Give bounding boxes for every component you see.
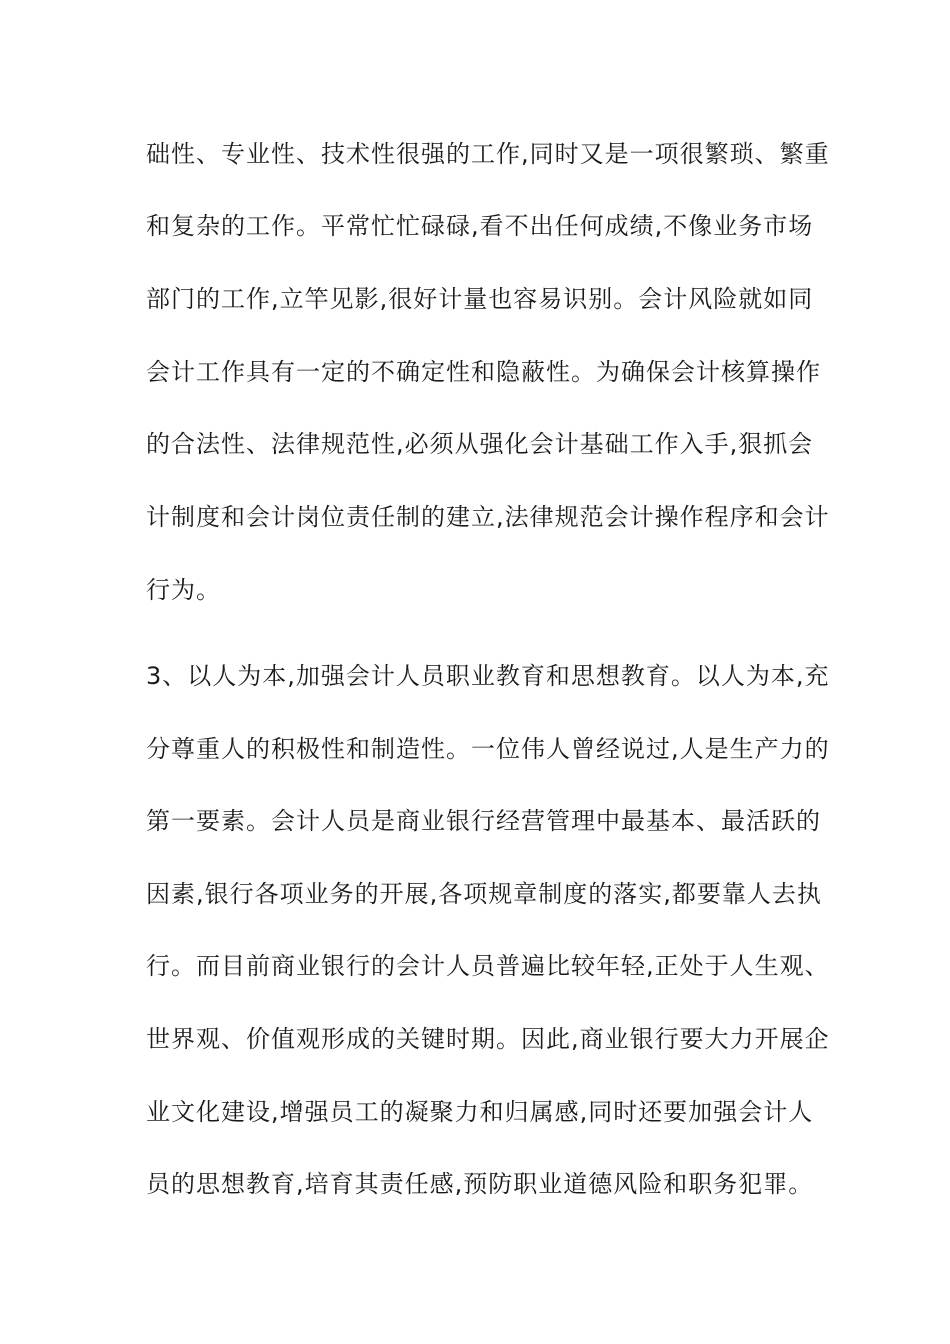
text-line: 世界观、价值观形成的关键时期。因此,商业银行要大力开展企 (146, 1025, 830, 1053)
text-line: 员的思想教育,培育其责任感,预防职业道德风险和职务犯罪。 (146, 1170, 814, 1198)
text-line: 第一要素。会计人员是商业银行经营管理中最基本、最活跃的 (146, 807, 821, 835)
text-line: 业文化建设,增强员工的凝聚力和归属感,同时还要加强会计人 (146, 1098, 814, 1126)
text-line: 计制度和会计岗位责任制的建立,法律规范会计操作程序和会计 (146, 503, 830, 531)
text-line: 行为。 (146, 576, 221, 604)
text-line: 的合法性、法律规范性,必须从强化会计基础工作入手,狠抓会 (146, 430, 814, 458)
text-line: 础性、专业性、技术性很强的工作,同时又是一项很繁琐、繁重 (146, 140, 830, 168)
text-line: 部门的工作,立竿见影,很好计量也容易识别。会计风险就如同 (146, 285, 814, 313)
text-line: 分尊重人的积极性和制造性。一位伟人曾经说过,人是生产力的 (146, 735, 830, 763)
text-line: 因素,银行各项业务的开展,各项规章制度的落实,都要靠人去执 (146, 880, 822, 908)
text-line: 和复杂的工作。平常忙忙碌碌,看不出任何成绩,不像业务市场 (146, 212, 814, 240)
text-line: 3、以人为本,加强会计人员职业教育和思想教育。以人为本,充 (146, 662, 830, 690)
text-line: 会计工作具有一定的不确定性和隐蔽性。为确保会计核算操作 (146, 358, 821, 386)
text-line: 行。而目前商业银行的会计人员普遍比较年轻,正处于人生观、 (146, 952, 830, 980)
